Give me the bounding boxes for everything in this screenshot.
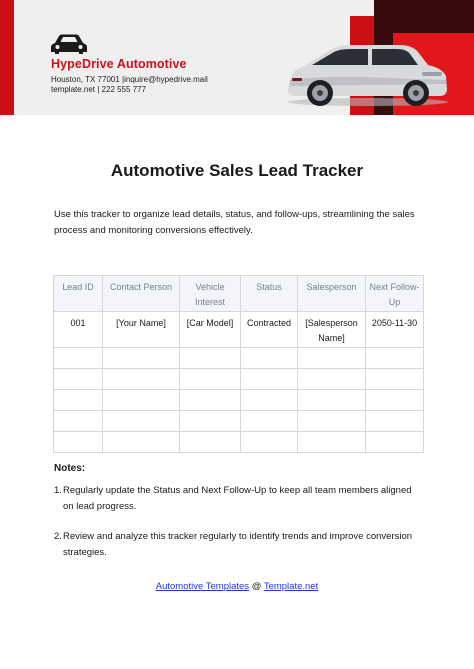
col-header-next-follow-up: Next Follow-Up bbox=[366, 276, 424, 312]
empty-cell bbox=[366, 348, 424, 369]
empty-cell bbox=[54, 432, 103, 453]
notes-heading: Notes: bbox=[54, 463, 86, 474]
empty-cell bbox=[180, 348, 241, 369]
empty-cell bbox=[366, 411, 424, 432]
page-title: Automotive Sales Lead Tracker bbox=[110, 161, 364, 180]
empty-cell bbox=[241, 348, 298, 369]
empty-cell bbox=[366, 390, 424, 411]
note-number: 1. bbox=[54, 485, 62, 496]
cell-salesperson: [Salesperson Name] bbox=[298, 312, 366, 348]
note-number: 2. bbox=[54, 531, 62, 542]
empty-cell bbox=[298, 411, 366, 432]
empty-cell bbox=[180, 390, 241, 411]
lead-tracker-table bbox=[53, 275, 424, 453]
suv-car-image bbox=[282, 40, 452, 108]
col-header-lead-id: Lead ID bbox=[54, 276, 103, 312]
template-net-link[interactable]: Template.net bbox=[263, 581, 319, 592]
automotive-templates-link[interactable]: Automotive Templates bbox=[155, 581, 250, 592]
empty-cell bbox=[241, 369, 298, 390]
cell-lead-id: 001 bbox=[54, 312, 103, 348]
empty-cell bbox=[241, 411, 298, 432]
empty-cell bbox=[298, 390, 366, 411]
empty-cell bbox=[180, 432, 241, 453]
note-text: Review and analyze this tracker regularly to identify trends and improve conversion strategies. bbox=[63, 531, 413, 558]
empty-cell bbox=[54, 369, 103, 390]
table-row bbox=[54, 390, 424, 411]
table-row bbox=[54, 348, 424, 369]
empty-cell bbox=[103, 432, 180, 453]
empty-cell bbox=[241, 390, 298, 411]
footer-separator: @ bbox=[249, 581, 264, 592]
empty-cell bbox=[103, 348, 180, 369]
col-header-status: Status bbox=[241, 276, 298, 312]
note-item bbox=[54, 483, 424, 515]
empty-cell bbox=[298, 369, 366, 390]
empty-cell bbox=[180, 411, 241, 432]
note-text: Regularly update the Status and Next Follow-Up to keep all team members aligned on lead progress. bbox=[63, 485, 412, 512]
table-row bbox=[54, 369, 424, 390]
table-header-row bbox=[54, 276, 424, 312]
cell-status: Contracted bbox=[241, 312, 298, 348]
note-item bbox=[54, 529, 424, 561]
empty-cell bbox=[54, 348, 103, 369]
accent-stripe bbox=[0, 0, 14, 115]
empty-cell bbox=[298, 348, 366, 369]
empty-cell bbox=[103, 390, 180, 411]
empty-cell bbox=[180, 369, 241, 390]
empty-cell bbox=[366, 432, 424, 453]
empty-cell bbox=[54, 390, 103, 411]
empty-cell bbox=[103, 411, 180, 432]
col-header-salesperson: Salesperson bbox=[298, 276, 366, 312]
col-header-contact-person: Contact Person bbox=[103, 276, 180, 312]
empty-cell bbox=[241, 432, 298, 453]
contact-address: Houston, TX 77001 |inquire@hypedrive.mail bbox=[51, 75, 208, 84]
table-row bbox=[54, 411, 424, 432]
header-banner bbox=[0, 0, 474, 115]
empty-cell bbox=[298, 432, 366, 453]
table-row bbox=[54, 432, 424, 453]
car-logo-icon bbox=[50, 33, 88, 55]
empty-cell bbox=[103, 369, 180, 390]
cell-contact-person: [Your Name] bbox=[103, 312, 180, 348]
empty-cell bbox=[54, 411, 103, 432]
col-header-vehicle-interest: Vehicle Interest bbox=[180, 276, 241, 312]
brand-name: HypeDrive Automotive bbox=[51, 57, 187, 71]
table-row bbox=[54, 312, 424, 348]
footer bbox=[0, 581, 474, 592]
intro-paragraph: Use this tracker to organize lead details, status, and follow-ups, streamlining the sales process and monitoring conversions effectively. bbox=[54, 209, 415, 236]
contact-web-phone: template.net | 222 555 777 bbox=[51, 85, 147, 94]
cell-vehicle-interest: [Car Model] bbox=[180, 312, 241, 348]
empty-cell bbox=[366, 369, 424, 390]
cell-next-follow-up: 2050-11-30 bbox=[366, 312, 424, 348]
